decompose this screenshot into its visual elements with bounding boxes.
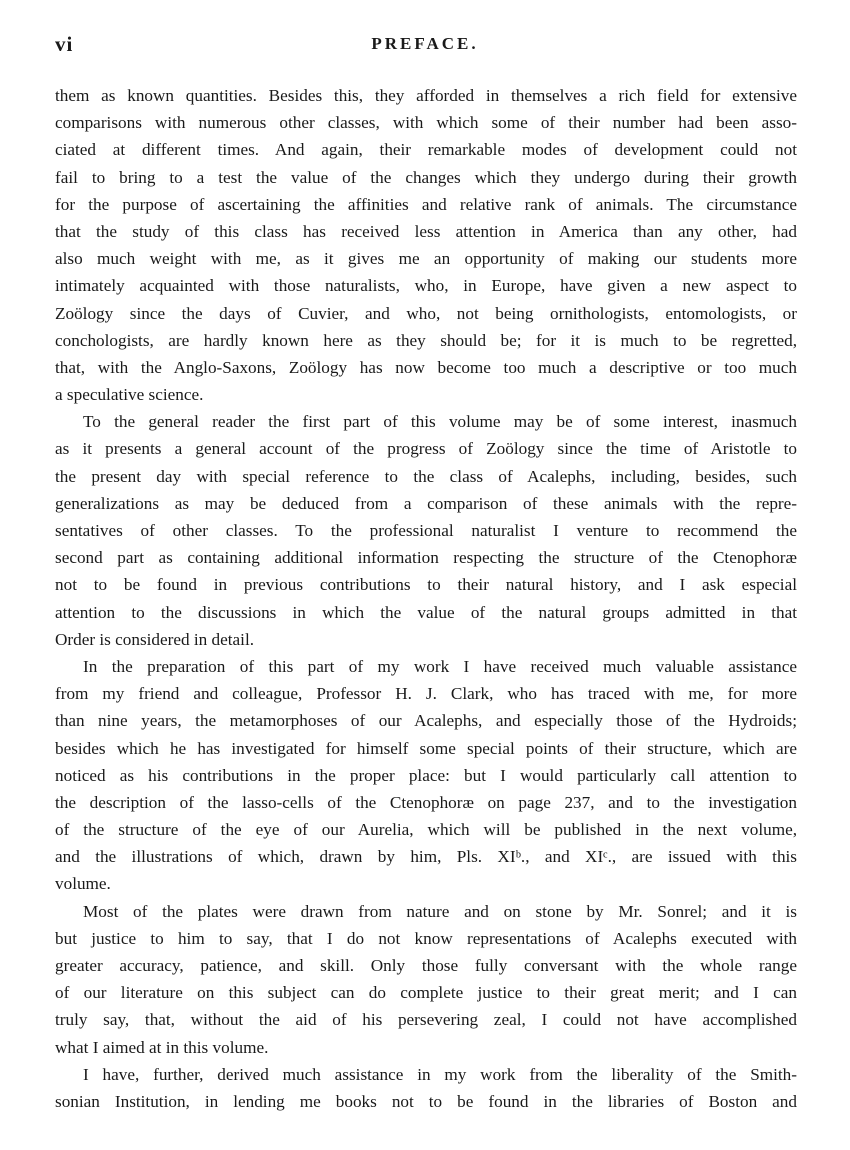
text-line: the present day with special reference to the class of Acalephs, including, besides, such — [55, 466, 797, 486]
text-line: that the study of this class has received less attention in America than any other, had — [55, 221, 797, 241]
text-line: not to be found in previous contributions to their natural history, and I ask especial — [55, 575, 797, 595]
text-line: of the structure of the eye of our Aurelia, which will be published in the next volume, — [55, 820, 797, 840]
text-line: from my friend and colleague, Professor H. J. Clark, who has traced with me, for more — [55, 684, 797, 704]
text-line: generalizations as may be deduced from a comparison of these animals with the repre- — [55, 493, 797, 513]
text-line: what I aimed at in this volume. — [55, 1037, 269, 1057]
text-line: sentatives of other classes. To the professional naturalist I venture to recommend the — [55, 521, 797, 540]
text-line: In the preparation of this part of my work I have received much valuable assistance — [83, 656, 797, 676]
text-line: ciated at different times. And again, their remarkable modes of development could not — [55, 140, 797, 160]
text-line: and the illustrations of which, drawn by him, Pls. XIᵇ., and XIᶜ., are issued with this — [55, 847, 797, 867]
text-line: comparisons with numerous other classes, with which some of their number had been asso- — [55, 113, 797, 133]
text-line: I have, further, derived much assistance in my work from the liberality of the Smith- — [83, 1064, 797, 1084]
text-line: To the general reader the first part of this volume may be of some interest, inasmuch — [83, 412, 797, 432]
page-number: vi — [55, 32, 74, 56]
text-line: truly say, that, without the aid of his persevering zeal, I could not have accomplished — [55, 1010, 797, 1030]
text-line: Most of the plates were drawn from nature and on stone by Mr. Sonrel; and it is — [83, 901, 797, 921]
text-line: conchologists, are hardly known here as they should be; for it is much to be regretted, — [55, 330, 797, 350]
text-line: noticed as his contributions in the proper place: but I would particularly call attention to — [55, 765, 797, 785]
text-line: Order is considered in detail. — [55, 629, 255, 649]
text-line: besides which he has investigated for himself some special points of their structure, which are — [55, 738, 797, 758]
preface-body — [55, 82, 797, 1115]
text-line: for the purpose of ascertaining the affinities and relative rank of animals. The circumstance — [55, 194, 797, 214]
text-line: second part as containing additional information respecting the structure of the Ctenophoræ — [55, 548, 797, 568]
running-title: PREFACE. — [371, 34, 479, 53]
text-line: of our literature on this subject can do complete justice to their great merit; and I can — [55, 983, 797, 1003]
text-line: volume. — [55, 874, 111, 894]
text-line: intimately acquainted with those naturalists, who, in Europe, have given a new aspect to — [55, 276, 797, 296]
text-line: attention to the discussions in which the value of the natural groups admitted in that — [55, 602, 797, 622]
text-line: but justice to him to say, that I do not know representations of Acalephs executed with — [55, 928, 797, 948]
text-line: sonian Institution, in lending me books not to be found in the libraries of Boston and — [55, 1091, 797, 1111]
text-line: also much weight with me, as it gives me an opportunity of making our students more — [55, 249, 797, 269]
text-line: Zoölogy since the days of Cuvier, and who, not being ornithologists, entomologists, or — [55, 303, 797, 323]
text-line: that, with the Anglo-Saxons, Zoölogy has now become too much a descriptive or too much — [55, 357, 797, 377]
page-header — [55, 32, 795, 62]
text-line: as it presents a general account of the progress of Zoölogy since the time of Aristotle to — [55, 439, 797, 459]
text-line: than nine years, the metamorphoses of our Acalephs, and especially those of the Hydroids; — [55, 711, 797, 731]
text-line: fail to bring to a test the value of the changes which they undergo during their growth — [55, 167, 797, 187]
text-line: a speculative science. — [55, 385, 204, 405]
text-line: the description of the lasso-cells of the Ctenophoræ on page 237, and to the investigation — [55, 792, 797, 812]
text-line: greater accuracy, patience, and skill. Only those fully conversant with the whole range — [55, 956, 797, 975]
text-line: them as known quantities. Besides this, they afforded in themselves a rich field for extensive — [55, 86, 797, 105]
